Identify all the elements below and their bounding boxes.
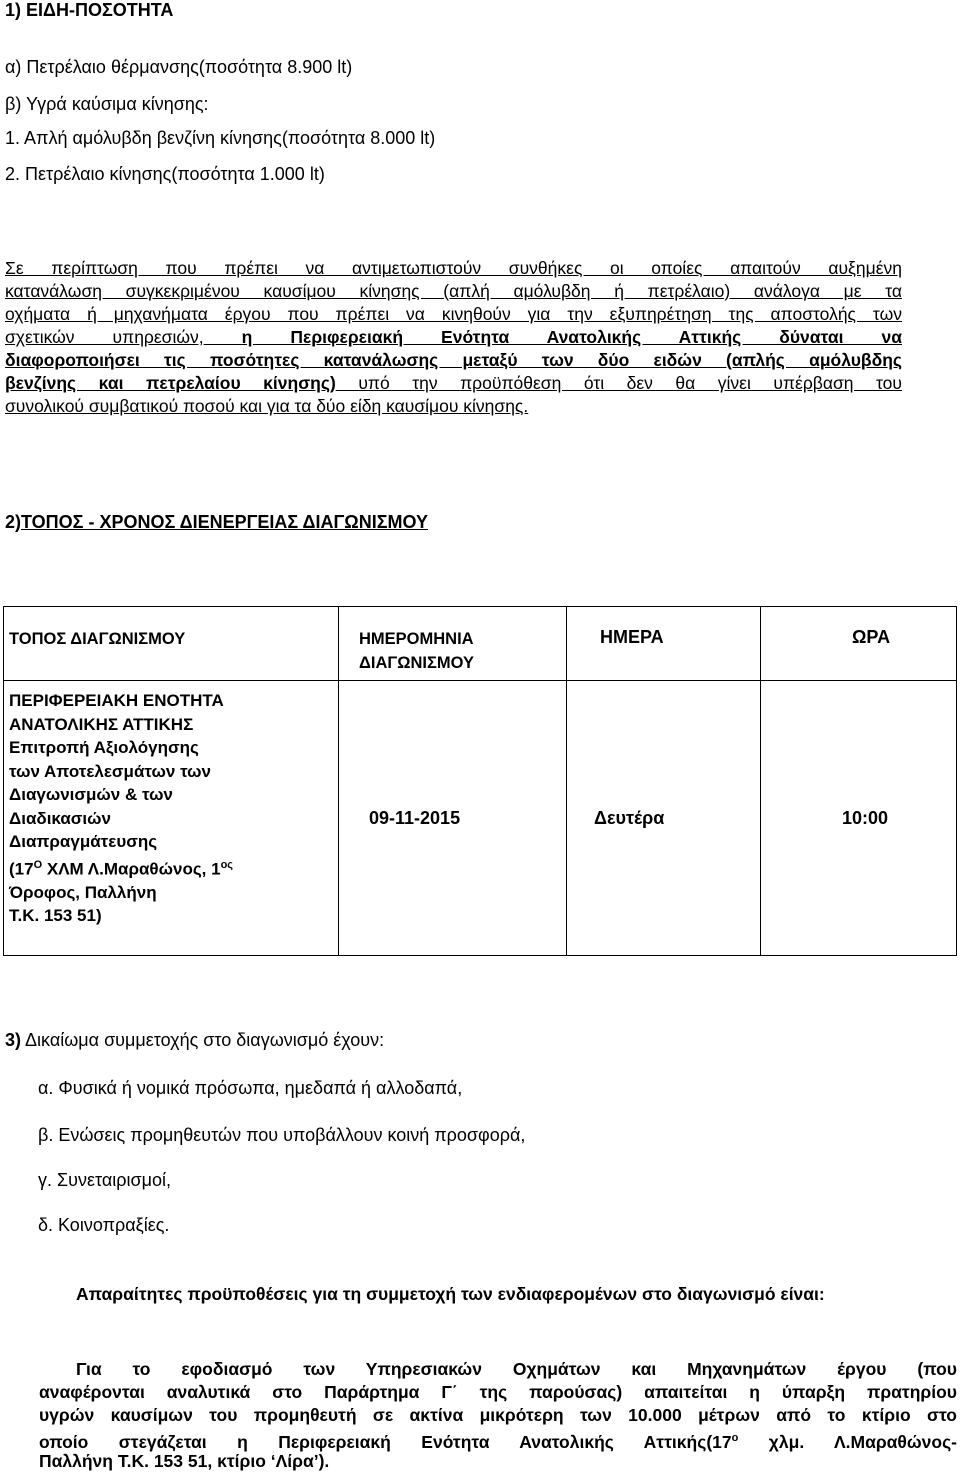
paragraph-line: κατανάλωση συγκεκριμένου καυσίμου κίνησης (απλή αμόλυβδη ή πετρέλαιο) ανάλογα με τα <box>5 281 902 301</box>
header-date <box>339 607 567 681</box>
section2-number: 2) <box>5 512 22 532</box>
requirements-text: χλμ. Λ.Μαραθώνος- <box>738 1431 958 1452</box>
requirements-line: υγρών καυσίμων του προμηθευτή σε ακτίνα μικρότερη των 10.000 μέτρων από το κτίριο στο <box>39 1405 957 1425</box>
paragraph-bold-text: η Περιφερειακή Ενότητα Ανατολικής Αττικής δύναται να <box>241 327 902 347</box>
address-line: Τ.Κ. 153 51) <box>9 906 102 926</box>
eligible-item: δ. Κοινοπραξίες. <box>38 1215 170 1235</box>
section2-title: ΤΟΠΟΣ - ΧΡΟΝΟΣ ΔΙΕΝΕΡΓΕΙΑΣ ΔΙΑΓΩΝΙΣΜΟΥ <box>21 512 429 532</box>
venue-time-cell <box>761 681 957 956</box>
venue-date-cell <box>339 681 567 956</box>
requirements-line: Παλλήνη Τ.Κ. 153 51, κτίριο ‘Λίρα’). <box>39 1451 330 1471</box>
venue-day: Δευτέρα <box>594 807 665 828</box>
requirements-heading: Απαραίτητες προϋποθέσεις για τη συμμετοχή των ενδιαφερομένων στο διαγωνισμό είναι: <box>76 1284 825 1304</box>
requirements-superscript: ο <box>731 1432 739 1444</box>
requirements-text: οποίο στεγάζεται η Περιφερειακή Ενότητα Ανατολικής Αττικής(17 <box>39 1431 732 1452</box>
venue-time: 10:00 <box>842 807 889 828</box>
paragraph-text: σχετικών υπηρεσιών, <box>5 327 204 347</box>
place-line: ΠΕΡΙΦΕΡΕΙΑΚΗ ΕΝΟΤΗΤΑ <box>9 691 224 710</box>
place-line: Διαδικασιών <box>9 808 111 828</box>
place-line: των Αποτελεσμάτων των <box>9 761 211 781</box>
header-place <box>4 607 339 681</box>
section3-heading <box>5 1030 384 1051</box>
paragraph-bold-text: βενζίνης και πετρελαίου κίνησης) <box>5 373 336 393</box>
header-place-label: ΤΟΠΟΣ ΔΙΑΓΩΝΙΣΜΟΥ <box>9 630 186 648</box>
section1-heading: 1) ΕΙΔΗ-ΠΟΣΟΤΗΤΑ <box>5 0 174 20</box>
paragraph-line: συνολικού συμβατικού ποσού και για τα δύο είδη καυσίμου κίνησης. <box>5 396 529 416</box>
venue-place-cell <box>4 681 339 956</box>
section3-number: 3) <box>5 1030 22 1050</box>
paragraph-line: οχήματα ή μηχανήματα έργου που πρέπει να κινηθούν για την εξυπηρέτηση της αποστολής των <box>5 304 902 324</box>
paragraph-line: Σε περίπτωση που πρέπει να αντιμετωπιστούν συνθήκες οι οποίες απαιτούν αυξημένη <box>5 258 902 278</box>
header-time-label: ΩΡΑ <box>852 627 891 647</box>
paragraph-line: διαφοροποιήσει τις ποσότητες κατανάλωσης μεταξύ των δύο ειδών (απλής αμόλυβδης <box>5 350 902 370</box>
address-superscript: Ο <box>33 858 43 871</box>
header-date-label-2: ΔΙΑΓΩΝΙΣΜΟΥ <box>359 654 475 672</box>
address-text: (17 <box>9 859 34 879</box>
place-line: Διαγωνισμών & των <box>9 785 173 804</box>
header-date-label-1: ΗΜΕΡΟΜΗΝΙΑ <box>359 630 474 648</box>
venue-day-cell <box>567 681 761 956</box>
header-day-label: ΗΜΕΡΑ <box>600 627 664 647</box>
requirements-line: αναφέρονται αναλυτικά στο Παράρτημα Γ΄ της παρούσας) απαιτείται η ύπαρξη πρατηρίου <box>39 1382 957 1402</box>
place-line: Διαπραγμάτευσης <box>9 832 158 851</box>
place-line: Επιτροπή Αξιολόγησης <box>9 738 199 757</box>
venue-table <box>3 606 957 956</box>
header-day <box>567 607 761 681</box>
address-text: ΧΛΜ Λ.Μαραθώνος, 1 <box>42 859 221 879</box>
venue-table-header-row <box>4 607 957 681</box>
item-motor-fuels: β) Υγρά καύσιμα κίνησης: <box>5 94 209 114</box>
venue-date: 09-11-2015 <box>369 807 461 828</box>
place-line: ΑΝΑΤΟΛΙΚΗΣ ΑΤΤΙΚΗΣ <box>9 714 194 734</box>
section2-heading <box>5 512 428 533</box>
requirements-line: Για το εφοδιασμό των Υπηρεσιακών Οχημάτων και Μηχανημάτων έργου (που <box>76 1359 957 1379</box>
item-diesel: 2. Πετρέλαιο κίνησης(ποσότητα 1.000 lt) <box>5 164 325 184</box>
address-line: Όροφος, Παλλήνη <box>9 882 157 902</box>
paragraph-line <box>5 326 902 349</box>
section3-title: Δικαίωμα συμμετοχής στο διαγωνισμό έχουν: <box>25 1030 385 1050</box>
address-superscript: ος <box>220 858 234 871</box>
item-heating-oil: α) Πετρέλαιο θέρμανσης(ποσότητα 8.900 lt) <box>5 57 353 77</box>
header-time <box>761 607 957 681</box>
paragraph-text: υπό την προϋπόθεση ότι δεν θα γίνει υπέρβαση του <box>358 373 902 393</box>
venue-table-row <box>4 681 957 956</box>
item-unleaded-petrol: 1. Απλή αμόλυβδη βενζίνη κίνησης(ποσότητα 8.000 lt) <box>5 128 436 148</box>
paragraph-line <box>5 372 902 395</box>
address-line <box>9 854 338 881</box>
eligible-item: α. Φυσικά ή νομικά πρόσωπα, ημεδαπά ή αλλοδαπά, <box>38 1078 463 1098</box>
eligible-item: β. Ενώσεις προμηθευτών που υποβάλλουν κοινή προσφορά, <box>38 1125 526 1145</box>
eligible-item: γ. Συνεταιρισμοί, <box>38 1170 171 1190</box>
